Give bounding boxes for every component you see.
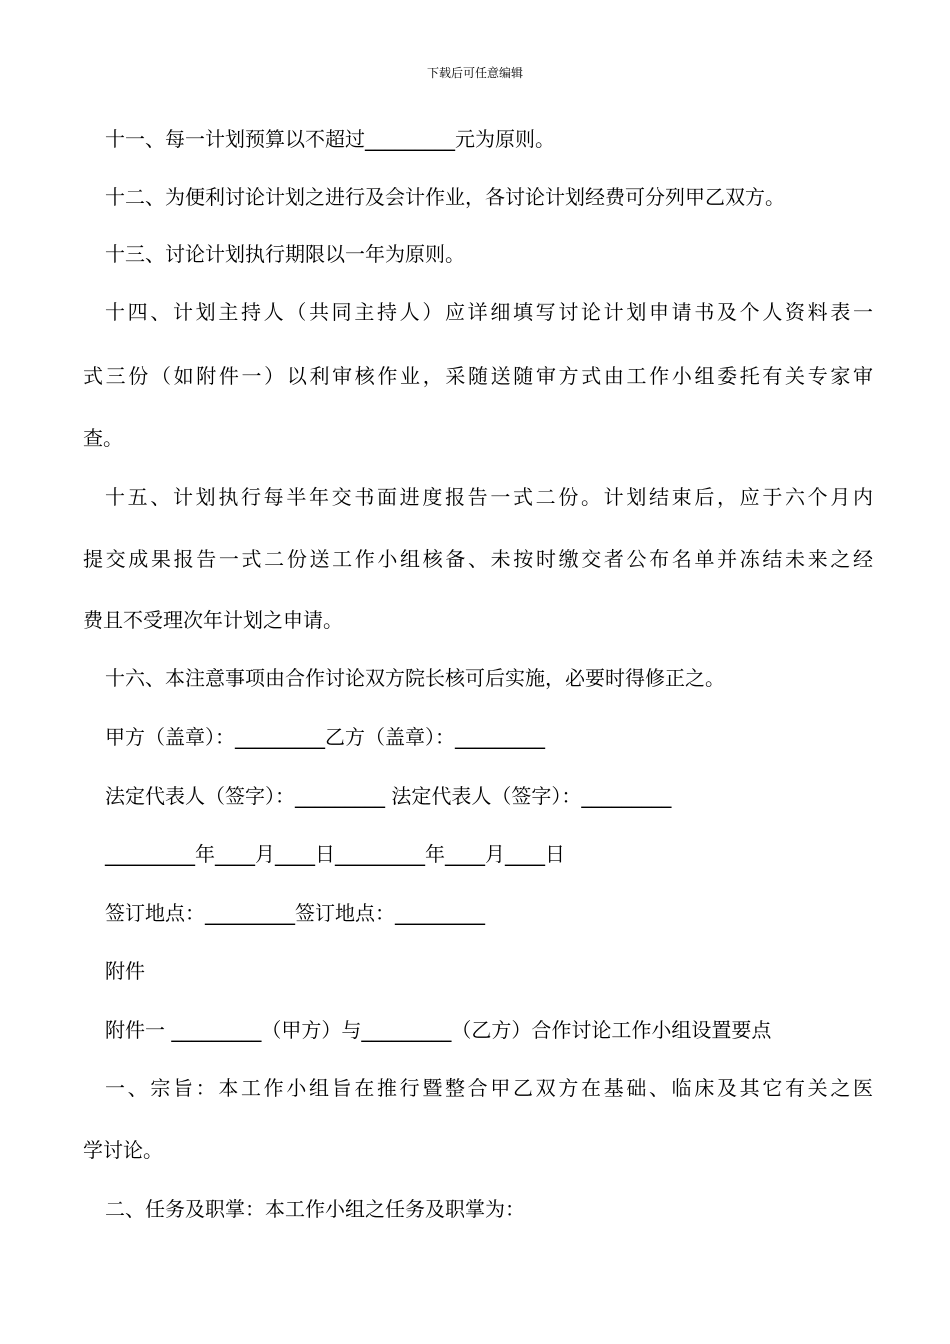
- purpose-line-2: 学讨论。: [83, 1138, 163, 1162]
- duties-line: 二、任务及职掌：本工作小组之任务及职掌为：: [105, 1197, 525, 1221]
- clause-16: 十六、本注意事项由合作讨论双方院长核可后实施，必要时得修正之。: [105, 666, 725, 690]
- purpose-line-1: 一、宗旨：本工作小组旨在推行暨整合甲乙双方在基础、临床及其它有关之医: [105, 1076, 873, 1100]
- party-seal-line: 甲方（盖章）：_________乙方（盖章）：_________: [105, 725, 545, 749]
- clause-11: 十一、每一计划预算以不超过_________元为原则。: [105, 127, 555, 151]
- clause-12: 十二、为便利讨论计划之进行及会计作业，各讨论计划经费可分列甲乙双方。: [105, 185, 785, 209]
- page-header: 下载后可任意编辑: [426, 66, 523, 80]
- clause-15-line-2: 提交成果报告一式二份送工作小组核备、未按时缴交者公布名单并冻结未来之经: [83, 547, 873, 571]
- date-line: _________年____月____日_________年____月____日: [105, 842, 565, 866]
- clause-15-line-1: 十五、计划执行每半年交书面进度报告一式二份。计划结束后，应于六个月内: [105, 485, 873, 509]
- legal-rep-signature-line: 法定代表人（签字）：_________ 法定代表人（签字）：_________: [105, 784, 672, 808]
- signing-place-line: 签订地点：_________签订地点：_________: [105, 901, 485, 925]
- clause-14-line-3: 查。: [83, 426, 123, 450]
- clause-15-line-3: 费且不受理次年计划之申请。: [83, 608, 343, 632]
- clause-13: 十三、讨论计划执行期限以一年为原则。: [105, 242, 465, 266]
- clause-14-line-2: 式三份（如附件一）以利审核作业，采随送随审方式由工作小组委托有关专家审: [83, 364, 873, 388]
- attachment-one-title: 附件一 _________（甲方）与_________（乙方）合作讨论工作小组设置要点: [105, 1018, 772, 1042]
- attachment-heading: 附件: [105, 959, 145, 983]
- clause-14-line-1: 十四、计划主持人（共同主持人）应详细填写讨论计划申请书及个人资料表一: [105, 300, 873, 324]
